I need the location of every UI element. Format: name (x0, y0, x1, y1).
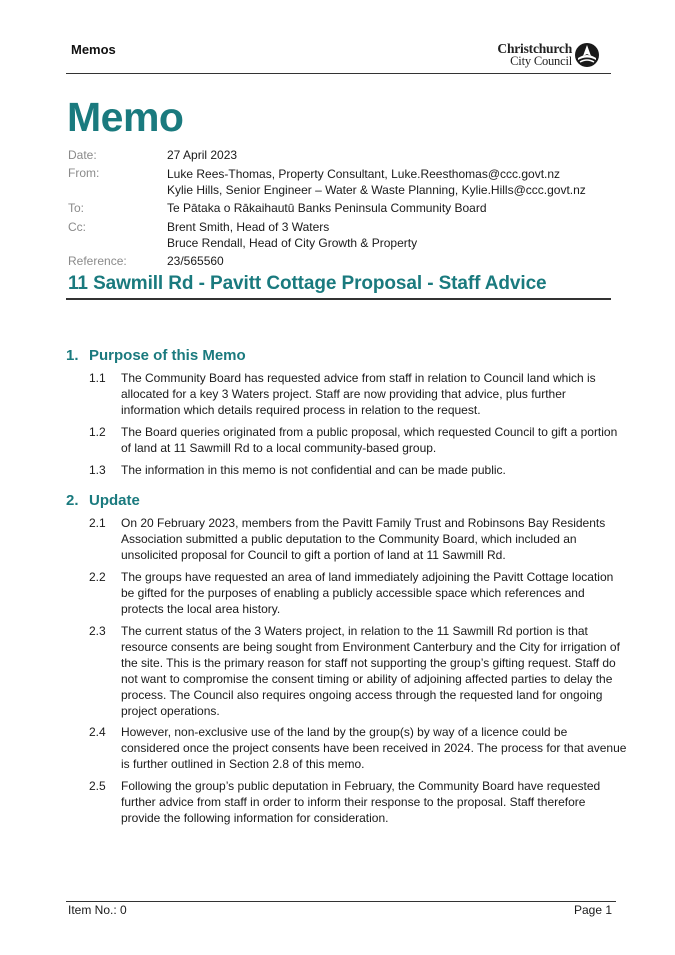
paragraph-line: is further outlined in Section 2.8 of this memo. (121, 757, 365, 771)
from-line: Kylie Hills, Senior Engineer – Water & Waste Planning, Kylie.Hills@ccc.govt.nz (167, 183, 586, 197)
paragraph-text (121, 724, 627, 772)
paragraph-text (121, 515, 616, 563)
paragraph-line: protects the local area history. (121, 602, 281, 616)
footer-page-number: Page 1 (574, 903, 613, 917)
paragraph-line: On 20 February 2023, members from the Pavitt Family Trust and Robinsons Bay Residents (121, 516, 606, 530)
paragraph-line: project operations. (121, 704, 220, 718)
paragraph-number: 2.4 (89, 725, 106, 739)
from-label: From: (68, 166, 100, 180)
paragraph-number: 1.3 (89, 463, 106, 477)
paragraph-number: 1.2 (89, 425, 106, 439)
paragraph-line: of land at 11 Sawmill Rd to a local community-based group. (121, 441, 437, 455)
date-value: 27 April 2023 (167, 148, 238, 162)
paragraph-number: 2.1 (89, 516, 106, 530)
section-number: 2. (66, 492, 79, 509)
christchurch-crest-icon (574, 42, 600, 68)
paragraph-text (121, 623, 620, 719)
council-logo (497, 41, 602, 71)
footer-divider (66, 901, 616, 902)
logo-line-1: Christchurch (497, 41, 572, 56)
paragraph-line: The information in this memo is not confidential and can be made public. (121, 463, 506, 477)
paragraph-text (121, 778, 616, 826)
paragraph-number: 2.3 (89, 624, 106, 638)
date-label: Date: (68, 148, 97, 162)
memo-title: Memo (67, 94, 184, 140)
paragraph-line: The groups have requested an area of land immediately adjoining the Pavitt Cottage location (121, 570, 614, 584)
header-label: Memos (71, 42, 116, 57)
paragraph-text (121, 370, 616, 418)
cc-line: Bruce Rendall, Head of City Growth & Property (167, 236, 418, 250)
paragraph-line: Association submitted a public deputation to the Community Board, which included an (121, 532, 577, 546)
cc-value (167, 219, 417, 251)
paragraph-line: resource consents are being sought from Environment Canterbury and the City for irrigation of (121, 640, 620, 654)
paragraph-text (121, 462, 616, 478)
paragraph-line: unsolicited proposal for Council to gift a portion of land at 11 Sawmill Rd. (121, 548, 506, 562)
paragraph-line: Following the group’s public deputation in February, the Community Board have requested (121, 779, 601, 793)
paragraph-text (121, 424, 616, 456)
paragraph-line: considered once the project consents have been received in 2024. The process for that avenue (121, 741, 627, 755)
memo-subject: 11 Sawmill Rd - Pavitt Cottage Proposal - Staff Advice (68, 273, 547, 294)
from-value (167, 166, 586, 198)
to-value: Te Pātaka o Rākaihautū Banks Peninsula Community Board (167, 201, 487, 215)
paragraph-line: The Community Board has requested advice from staff in relation to Council land which is (121, 371, 596, 385)
subject-divider (66, 298, 611, 300)
reference-label: Reference: (68, 254, 127, 268)
paragraph-number: 2.2 (89, 570, 106, 584)
paragraph-line: The current status of the 3 Waters project, in relation to the 11 Sawmill Rd portion is that (121, 624, 588, 638)
paragraph-line: process. The Council also requires ongoing access through the requested land for ongoing (121, 688, 603, 702)
paragraph-line: not want to compromise the consent timing or ability of adjoining affected parties to delay the (121, 672, 613, 686)
to-label: To: (68, 201, 85, 215)
from-line: Luke Rees-Thomas, Property Consultant, Luke.Reesthomas@ccc.govt.nz (167, 167, 561, 181)
footer-item-number: Item No.: 0 (68, 903, 127, 917)
reference-value: 23/565560 (167, 254, 224, 268)
paragraph-line: provide the following information for consideration. (121, 811, 389, 825)
section-title: Update (89, 492, 140, 509)
section-title: Purpose of this Memo (89, 347, 246, 364)
cc-line: Brent Smith, Head of 3 Waters (167, 220, 330, 234)
logo-line-2: City Council (510, 54, 572, 68)
cc-label: Cc: (68, 220, 86, 234)
paragraph-line: The Board queries originated from a public proposal, which requested Council to gift a portion (121, 425, 618, 439)
paragraph-number: 1.1 (89, 371, 106, 385)
paragraph-line: information which details required process in relation to the request. (121, 403, 481, 417)
section-number: 1. (66, 347, 79, 364)
header-divider (66, 73, 611, 74)
paragraph-line: allocated for a key 3 Waters project. Staff are now providing that advice, plus further (121, 387, 566, 401)
paragraph-number: 2.5 (89, 779, 106, 793)
paragraph-line: be gifted for the purposes of enabling a publicly accessible space which references and (121, 586, 585, 600)
paragraph-line: the site. This is the primary reason for staff not supporting the group’s gifting request. Staff do (121, 656, 616, 670)
paragraph-line: However, non-exclusive use of the land by the group(s) by way of a licence could be (121, 725, 568, 739)
paragraph-line: further advice from staff in order to inform their response to the proposal. Staff therefore (121, 795, 586, 809)
paragraph-text (121, 569, 616, 617)
